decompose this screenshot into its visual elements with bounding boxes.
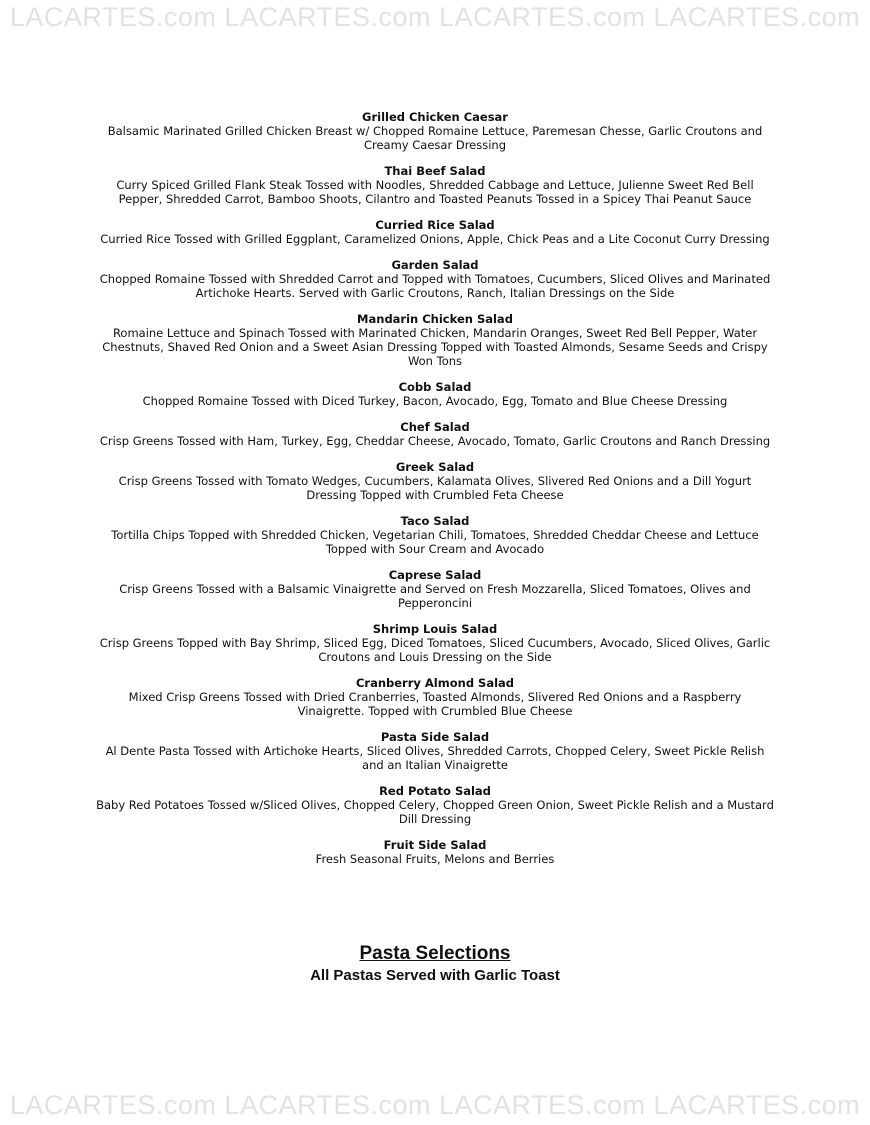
menu-item-name: Fruit Side Salad [383,838,487,852]
menu-item [95,514,775,556]
menu-item-description: Tortilla Chips Topped with Shredded Chicken, Vegetarian Chili, Tomatoes, Shredded Cheddar Cheese and Lettuce Topped with Sour Cream and Avocado [111,528,759,556]
section-subtitle: All Pastas Served with Garlic Toast [310,967,560,984]
menu-item [95,676,775,718]
menu-item-description: Chopped Romaine Tossed with Diced Turkey, Bacon, Avocado, Egg, Tomato and Blue Cheese Dressing [142,394,728,408]
menu-item [95,164,775,206]
menu-item-description: Crisp Greens Tossed with a Balsamic Vinaigrette and Served on Fresh Mozzarella, Sliced Tomatoes, Olives and Pepperoncini [119,582,751,610]
menu-item [95,460,775,502]
salad-menu-list [95,110,775,878]
menu-item-description: Crisp Greens Tossed with Tomato Wedges, Cucumbers, Kalamata Olives, Slivered Red Onions and a Dill Yogurt Dressing Topped with Crumbled Feta Cheese [118,474,752,502]
menu-item-name: Cobb Salad [398,380,472,394]
menu-item-description: Baby Red Potatoes Tossed w/Sliced Olives, Chopped Celery, Chopped Green Onion, Sweet Pickle Relish and a Mustard Dill Dressing [96,798,774,826]
menu-item-name: Pasta Side Salad [380,730,490,744]
menu-item-name: Cranberry Almond Salad [355,676,515,690]
menu-item-name: Taco Salad [400,514,470,528]
menu-item [95,258,775,300]
menu-item [95,784,775,826]
menu-item-name: Mandarin Chicken Salad [357,312,513,326]
menu-item [95,218,775,246]
watermark-bottom: LACARTES.com LACARTES.com LACARTES.com LACARTES.com [9,1090,861,1120]
menu-item [95,420,775,448]
menu-item-description: Fresh Seasonal Fruits, Melons and Berries [315,852,555,866]
menu-item-name: Garden Salad [391,258,479,272]
menu-item [95,838,775,866]
menu-item [95,380,775,408]
menu-item-name: Thai Beef Salad [384,164,486,178]
menu-item-description: Chopped Romaine Tossed with Shredded Carrot and Topped with Tomatoes, Cucumbers, Sliced Olives and Marinated Artichoke Hearts. Served with Garlic Croutons, Ranch, Italian Dressings on the Side [99,272,771,300]
menu-item-name: Chef Salad [400,420,470,434]
menu-item [95,622,775,664]
menu-item-description: Romaine Lettuce and Spinach Tossed with Marinated Chicken, Mandarin Oranges, Sweet Red Bell Pepper, Water Chestnuts, Shaved Red Onion and a Sweet Asian Dressing Topped with Toasted Almonds, Sesame Seeds and Crispy Won Tons [102,326,768,368]
section-title: Pasta Selections [359,943,511,964]
menu-item [95,312,775,368]
menu-item-name: Grilled Chicken Caesar [362,110,508,124]
menu-item-description: Crisp Greens Topped with Bay Shrimp, Sliced Egg, Diced Tomatoes, Sliced Cucumbers, Avocado, Sliced Olives, Garlic Croutons and Louis Dressing on the Side [99,636,771,664]
pasta-section-header [0,942,870,986]
menu-item-description: Mixed Crisp Greens Tossed with Dried Cranberries, Toasted Almonds, Slivered Red Onions and a Raspberry Vinaigrette. Topped with Crumbled Blue Cheese [128,690,742,718]
menu-item-description: Crisp Greens Tossed with Ham, Turkey, Egg, Cheddar Cheese, Avocado, Tomato, Garlic Croutons and Ranch Dressing [99,434,771,448]
menu-item-name: Greek Salad [395,460,475,474]
menu-item-name: Caprese Salad [388,568,482,582]
menu-item-description: Curried Rice Tossed with Grilled Eggplant, Caramelized Onions, Apple, Chick Peas and a Lite Coconut Curry Dressing [100,232,770,246]
menu-item-description: Al Dente Pasta Tossed with Artichoke Hearts, Sliced Olives, Shredded Carrots, Chopped Celery, Sweet Pickle Relish and an Italian Vinaigrette [105,744,765,772]
menu-item-description: Curry Spiced Grilled Flank Steak Tossed with Noodles, Shredded Cabbage and Lettuce, Julienne Sweet Red Bell Pepper, Shredded Carrot, Bamboo Shoots, Cilantro and Toasted Peanuts Tossed in a Spicey Thai Peanut Sauce [116,178,754,206]
menu-item [95,568,775,610]
menu-item [95,730,775,772]
watermark-top: LACARTES.com LACARTES.com LACARTES.com LACARTES.com [9,2,861,32]
menu-item [95,110,775,152]
menu-item-name: Curried Rice Salad [375,218,495,232]
menu-item-name: Shrimp Louis Salad [372,622,498,636]
menu-item-description: Balsamic Marinated Grilled Chicken Breast w/ Chopped Romaine Lettuce, Paremesan Chesse, Garlic Croutons and Creamy Caesar Dressing [107,124,763,152]
menu-item-name: Red Potato Salad [379,784,491,798]
